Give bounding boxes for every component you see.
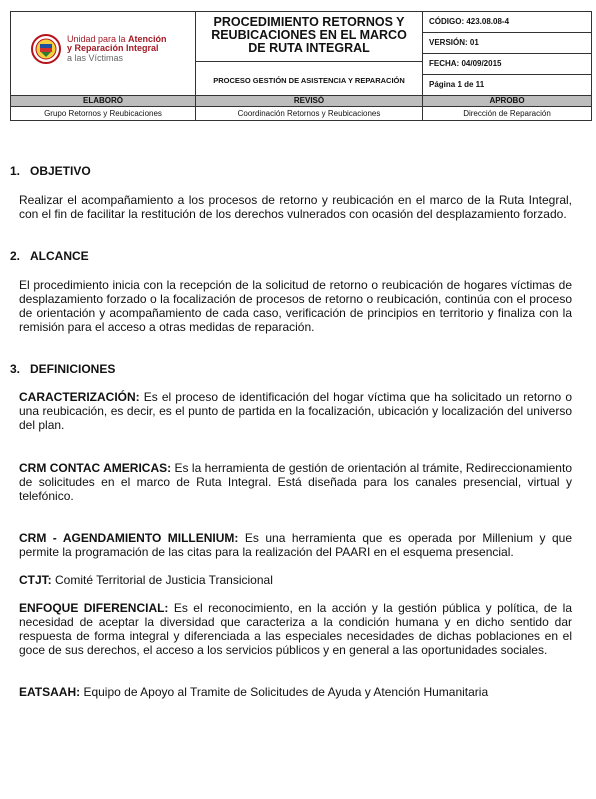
- document-body: [10, 164, 586, 699]
- section-title-text: OBJETIVO: [30, 164, 91, 178]
- signature-value-elaboro: Grupo Retornos y Reubicaciones: [11, 107, 196, 121]
- document-version: VERSIÓN: 01: [423, 33, 591, 54]
- signature-value-aprobo: Dirección de Reparación: [423, 107, 592, 121]
- signature-value-reviso: Coordinación Retornos y Reubicaciones: [196, 107, 423, 121]
- page-number: Página 1 de 11: [429, 80, 485, 89]
- process-name: PROCESO GESTIÓN DE ASISTENCIA Y REPARACIÓN: [213, 76, 405, 85]
- definition-text: Es una herramienta que es operada por Millenium y que permite la programación de las citas para la realización del PAARI en el esquema presencial.: [19, 531, 572, 559]
- document-title: PROCEDIMIENTO RETORNOS Y REUBICACIONES EN EL MARCO DE RUTA INTEGRAL: [196, 12, 422, 62]
- document-code: CÓDIGO: 423.08.08-4: [423, 12, 591, 33]
- signature-value-row: [11, 107, 592, 121]
- section-title-text: DEFINICIONES: [30, 362, 116, 376]
- logo-text: [67, 35, 167, 64]
- definition-term: CRM CONTAC AMERICAS:: [19, 461, 172, 475]
- logo-line2: y Reparación Integral: [67, 43, 159, 54]
- definition-text: Es la herramienta de gestión de orientación al trámite, Redireccionamiento de solicitudes en el marco de Ruta Integral. Está diseñada para los canales presencial, virtual y telefónico.: [19, 461, 572, 503]
- section-number: 1.: [10, 164, 21, 178]
- definition-crm-contac-americas: [10, 461, 586, 503]
- definition-ctjt: [10, 573, 586, 587]
- definition-term: EATSAAH:: [19, 685, 81, 699]
- document-date: FECHA: 04/09/2015: [423, 54, 591, 75]
- logo-line3: a las Víctimas: [67, 52, 124, 63]
- definition-term: CARACTERIZACIÓN:: [19, 390, 140, 404]
- section-title-objetivo: [10, 164, 586, 178]
- definition-caracterizacion: [10, 390, 586, 432]
- definition-term: ENFOQUE DIFERENCIAL:: [19, 601, 169, 615]
- section-title-alcance: [10, 249, 586, 263]
- section-number: 3.: [10, 362, 21, 376]
- coat-of-arms-icon: [31, 34, 61, 64]
- section-text-objetivo: Realizar el acompañamiento a los procesos de retorno y reubicación en el marco de la Ruta Integral, con el fin de facilitar la restitución de los derechos vulnerados con ocasión del desplazamiento forzado.: [19, 193, 572, 221]
- logo-line1-bold: Atención: [128, 33, 167, 44]
- definition-text: Es el reconocimiento, en la acción y la gestión pública y política, de la necesidad de aceptar la diversidad que caracteriza a la condición humana y en dicho sentido dar respuesta de forma integral y diferenciada a las especiales necesidades de dichas poblaciones en el goce de sus derechos, el acceso a los servicios públicos y en general a las oportunidades sociales.: [19, 601, 572, 657]
- title-cell: [196, 12, 423, 96]
- organization-logo: [31, 34, 167, 64]
- signature-header-reviso: REVISÓ: [196, 96, 423, 107]
- section-text-alcance: El procedimiento inicia con la recepción de la solicitud de retorno o reubicación de hogares víctimas de desplazamiento forzado o la focalización de procesos de retorno o reubicación, continúa con el proceso de orientación y acompañamiento de cada caso, verificación de principios en territorio y finaliza con la remisión para el acceso a otras medidas de reparación.: [19, 278, 572, 334]
- section-title-text: ALCANCE: [30, 249, 89, 263]
- section-title-definiciones: [10, 362, 586, 376]
- signature-header-aprobo: APROBO: [423, 96, 592, 107]
- definition-crm-agendamiento: [10, 531, 586, 559]
- definition-eatsaah: [10, 685, 586, 699]
- logo-cell: [11, 12, 196, 96]
- signature-header-elaboro: ELABORÓ: [11, 96, 196, 107]
- document-header: [10, 11, 592, 121]
- logo-line1-prefix: Unidad para la: [67, 33, 129, 44]
- definition-text: Equipo de Apoyo al Tramite de Solicitudes de Ayuda y Atención Humanitaria: [80, 685, 489, 699]
- definition-text: Comité Territorial de Justicia Transicional: [51, 573, 273, 587]
- definition-term: CTJT:: [19, 573, 52, 587]
- meta-cell: [423, 12, 592, 96]
- section-number: 2.: [10, 249, 21, 263]
- signature-header-row: [11, 96, 592, 107]
- definition-term: CRM - AGENDAMIENTO MILLENIUM:: [19, 531, 239, 545]
- definition-text: Es el proceso de identificación del hogar víctima que ha solicitado un retorno o una reubicación, es decir, es el punto de partida en la focalización, ubicación y localización del universo del plan.: [19, 390, 572, 432]
- definition-enfoque-diferencial: [10, 601, 586, 657]
